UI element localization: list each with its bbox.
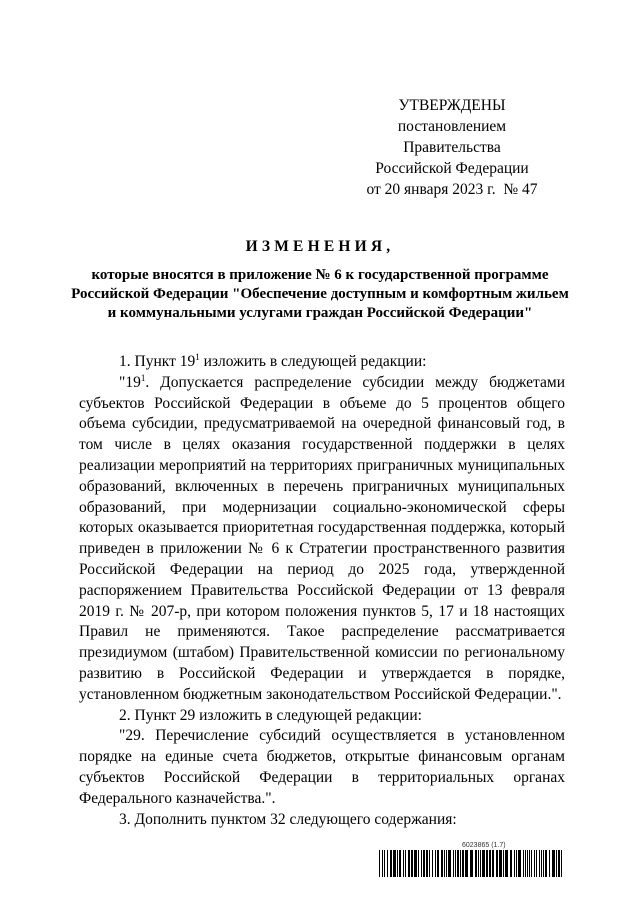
document-title: ИЗМЕНЕНИЯ, — [245, 238, 395, 255]
item-1-text: "$19^1$. Допускается распределение субсидии между бюджетами субъектов Российской Федерации в объеме до 5 процентов общего объема субсидии, предусматриваемой на очередной финансовый год, в том числе в целях оказания государственной поддержки в целях реализации мероприятий на территориях приграничных муниципальных образований, включенных в перечень приграничных муниципальных образований, при модернизации социально-экономической сферы которых оказывается приоритетная государственная поддержка, который приведен в приложении № 6 к Стратегии пространственного развития Российской Федерации на период до 2025 года, утвержденной распоряжением Правительства Российской Федерации от 13 февраля 2019 г. № 207-р, при котором положения пунктов 5, 17 и 18 настоящих Правил не применяются. Такое распределение рассматривается президиумом (штабом) Правительственной комиссии по региональному развитию в Российской Федерации и утверждается в порядке, установленном бюджетным законодательством Российской Федерации.". — [79, 372, 565, 703]
approval-line-date: от 20 января 2023 г. № 47 — [366, 181, 538, 198]
item-2-intro: 2. Пункт 29 изложить в следующей редакции: — [119, 706, 422, 724]
approval-line-federation: Российской Федерации — [375, 160, 529, 177]
approval-stamp — [352, 95, 552, 200]
document-code: 6023865 (1.7) — [462, 842, 506, 849]
superscript: 1 — [195, 352, 200, 362]
document-subtitle: которые вносятся в приложение № 6 к государственной программе Российской Федерации "Обеспечение доступным и комфортным жильем и коммунальными услугами граждан Российской Федерации" — [71, 267, 569, 321]
item-1-intro: 1. Пункт $19^1$ изложить в следующей редакции: — [119, 352, 427, 370]
document-body — [79, 352, 565, 830]
barcode-image — [379, 850, 562, 877]
item-3-intro: 3. Дополнить пунктом 32 следующего содержания: — [119, 810, 457, 828]
approval-heading: УТВЕРЖДЕНЫ — [398, 97, 506, 114]
superscript: 1 — [140, 372, 146, 383]
item-2-text: "29. Перечисление субсидий осуществляется в установленном порядке на единые счета бюджетов, открытые финансовым органам субъектов Российской Федерации в территориальных органах Федерального казначейства.". — [79, 727, 565, 807]
approval-line-decree: постановлением Правительства — [397, 118, 507, 156]
